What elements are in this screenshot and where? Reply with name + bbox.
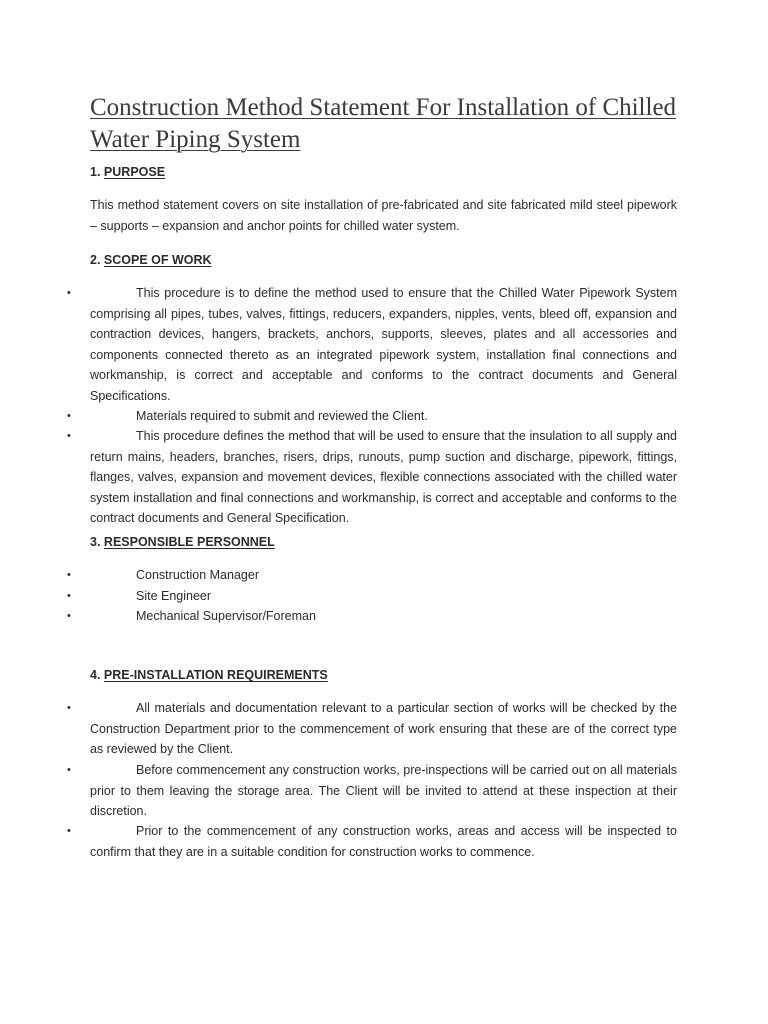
bullet-icon: • [67,764,71,776]
bullet-icon: • [67,569,71,581]
list-item [67,760,677,822]
list-item [67,821,677,862]
bullet-icon: • [67,410,71,422]
list-item-text: All materials and documentation relevant to a particular section of works will be checked by the Construction Department prior to the commencement of work ensuring that these are of the correct type as reviewed by the Client. [90,701,677,756]
bullet-icon: • [67,430,71,442]
bullet-icon: • [67,702,71,714]
list-item-text: Mechanical Supervisor/Foreman [136,609,316,623]
section-heading-responsible-personnel [90,534,275,550]
list-item-text: Site Engineer [136,589,212,603]
bullet-icon: • [67,825,71,837]
list-item [67,586,212,607]
section-heading-purpose [90,164,165,180]
list-item-text: This procedure is to define the method used to ensure that the Chilled Water Pipework System comprising all pipes, tubes, valves, fittings, reducers, expanders, nipples, vents, bleed off, expansion and contraction devices, hangers, brackets, anchors, supports, sleeves, plates and all accessories and components connected thereto as an integrated pipework system, installation final connections and workmanship, is correct and acceptable and conforms to the contract documents and General Specifications. [90,286,677,403]
list-item [67,406,677,427]
list-item [67,698,677,760]
section-title: PRE-INSTALLATION REQUIREMENTS [103,668,328,682]
section-number: 3. [90,535,101,549]
purpose-paragraph: This method statement covers on site installation of pre-fabricated and site fabricated mild steel pipework – supports – expansion and anchor points for chilled water system. [90,198,677,233]
list-item-text: Construction Manager [136,568,259,582]
document-title: Construction Method Statement For Installation of Chilled Water Piping System [90,94,677,153]
list-item [67,606,316,627]
bullet-icon: • [67,287,71,299]
list-item-text: Prior to the commencement of any construction works, areas and access will be inspected to confirm that they are in a suitable condition for construction works to commence. [90,824,677,859]
section-title: SCOPE OF WORK [103,253,212,267]
section-number: 2. [90,253,101,267]
section-heading-pre-installation-requirements [90,667,328,683]
list-item [67,283,677,406]
list-item-text: This procedure defines the method that will be used to ensure that the insulation to all supply and return mains, headers, branches, risers, drips, runouts, pump suction and discharge, pipework, fittings, flanges, valves, expansion and movement devices, flexible connections associated with the chilled water system installation and final connections and workmanship, is correct and acceptable and conforms to the contract documents and General Specification. [90,429,677,525]
section-number: 1. [90,165,101,179]
list-item [67,426,677,529]
list-item-text: Before commencement any construction works, pre-inspections will be carried out on all materials prior to them leaving the storage area. The Client will be invited to attend at these inspection at their discretion. [90,763,677,818]
list-item-text: Materials required to submit and reviewed the Client. [136,409,428,423]
list-item [67,565,259,586]
section-title: RESPONSIBLE PERSONNEL [103,535,275,549]
section-heading-scope-of-work [90,252,212,268]
section-title: PURPOSE [103,165,166,179]
bullet-icon: • [67,590,71,602]
section-number: 4. [90,668,101,682]
bullet-icon: • [67,610,71,622]
